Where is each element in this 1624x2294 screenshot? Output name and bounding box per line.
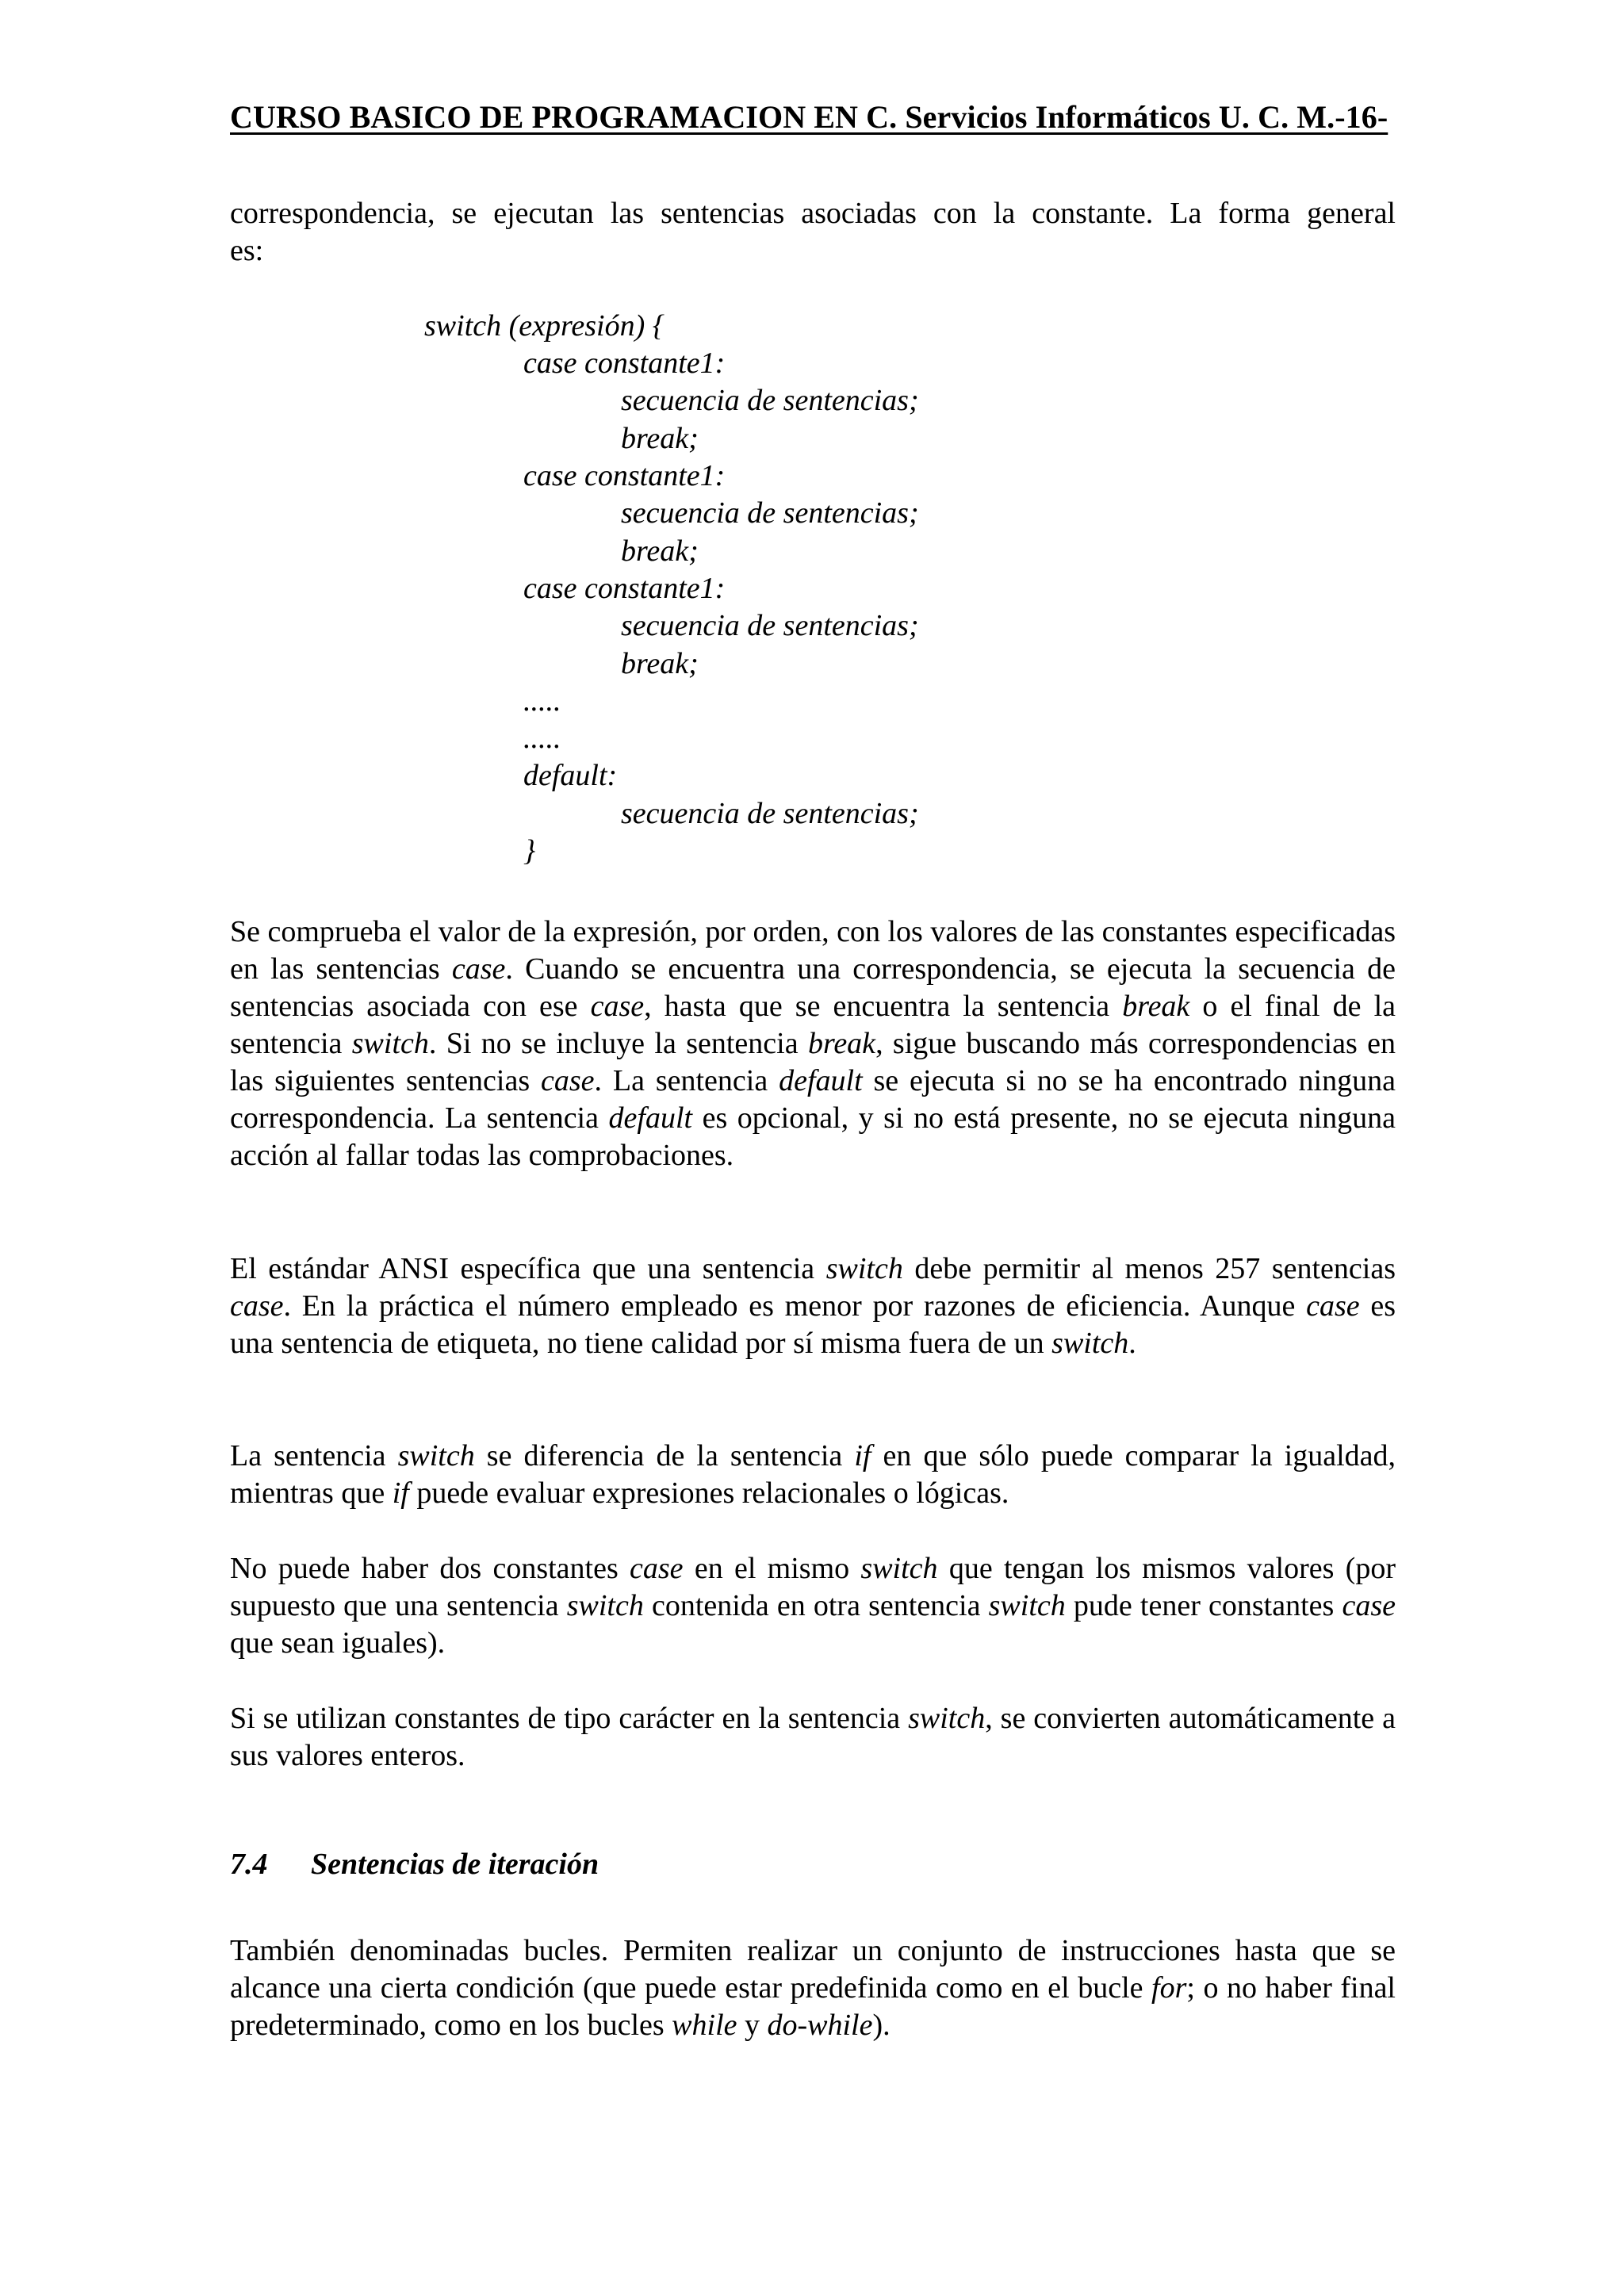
code-sequence-1: secuencia de sentencias;: [621, 384, 919, 417]
text-run: , se convierten automáticamente a sus valores enteros.: [230, 1702, 1396, 1772]
text-run: , hasta que se encuentra la sentencia: [644, 990, 1123, 1023]
code-sequence-default: secuencia de sentencias;: [621, 797, 919, 830]
italic-keyword: switch: [566, 1589, 644, 1622]
section-title: Sentencias de iteración: [311, 1848, 599, 1881]
text-run: debe permitir al menos 257 sentencias: [902, 1252, 1396, 1285]
italic-keyword: switch: [1051, 1327, 1129, 1360]
italic-keyword: case: [630, 1552, 684, 1585]
italic-keyword: case: [540, 1064, 595, 1097]
paragraph-switch-explanation: [230, 913, 1396, 1174]
code-close-brace: }: [523, 834, 536, 867]
text-run: o el final de la sentencia: [230, 990, 1396, 1060]
text-run: ; o no haber final predeterminado, como en los bucles: [230, 1971, 1396, 2042]
italic-keyword: case: [1342, 1589, 1396, 1622]
text-run: El estándar ANSI específica que una sentencia: [230, 1252, 826, 1285]
code-ellipsis-1: .....: [523, 684, 561, 718]
page-header: CURSO BASICO DE PROGRAMACION EN C. Servicios Informáticos U. C. M.-16-: [230, 99, 1388, 135]
paragraph-ansi-standard: [230, 1250, 1396, 1362]
italic-keyword: switch: [908, 1702, 986, 1735]
code-break-3: break;: [621, 647, 699, 680]
text-run: .: [1128, 1327, 1136, 1360]
code-ellipsis-2: .....: [523, 722, 561, 755]
text-run: que tengan los mismos valores (por supuesto que una sentencia: [230, 1552, 1396, 1622]
paragraph-iteration-intro: [230, 1932, 1396, 2044]
italic-keyword: switch: [825, 1252, 903, 1285]
intro-line-1: correspondencia, se ejecutan las sentencias asociadas con la constante. La forma general: [230, 197, 1396, 230]
code-sequence-2: secuencia de sentencias;: [621, 496, 919, 530]
italic-keyword: switch: [860, 1552, 938, 1585]
text-run: puede evaluar expresiones relacionales o lógicas.: [408, 1476, 1009, 1510]
code-default: default:: [523, 759, 618, 792]
text-run: No puede haber dos constantes: [230, 1552, 630, 1585]
intro-line-2: es:: [230, 234, 264, 267]
italic-keyword: default: [779, 1064, 863, 1097]
text-run: es opcional, y si no está presente, no se ejecuta ninguna acción al fallar todas las comprobaciones.: [230, 1101, 1396, 1172]
text-run: La sentencia: [230, 1439, 398, 1473]
text-run: . La sentencia: [594, 1064, 779, 1097]
italic-keyword: while: [672, 2009, 737, 2042]
text-run: se ejecuta si no se ha encontrado ninguna correspondencia. La sentencia: [230, 1064, 1396, 1135]
section-number: 7.4: [230, 1848, 268, 1881]
intro-paragraph: [230, 195, 1396, 270]
italic-keyword: do-while: [767, 2009, 873, 2042]
code-case-2: case constante1:: [523, 459, 726, 492]
italic-keyword: for: [1151, 1971, 1187, 2005]
italic-keyword: default: [608, 1101, 693, 1135]
italic-keyword: case: [590, 990, 645, 1023]
italic-keyword: switch: [397, 1439, 475, 1473]
paragraph-character-constants: [230, 1700, 1396, 1775]
text-run: se diferencia de la sentencia: [474, 1439, 855, 1473]
italic-keyword: switch: [988, 1589, 1066, 1622]
italic-keyword: break: [1122, 990, 1190, 1023]
text-run: También denominadas bucles. Permiten realizar un conjunto de instrucciones hasta que se alcance una cierta condición (que puede estar predefinida como en el bucle: [230, 1934, 1396, 2005]
paragraph-duplicate-constants: [230, 1550, 1396, 1662]
code-case-3: case constante1:: [523, 572, 726, 605]
italic-keyword: case: [451, 952, 506, 986]
text-run: es una sentencia de etiqueta, no tiene calidad por sí misma fuera de un: [230, 1289, 1396, 1360]
text-run: contenida en otra sentencia: [643, 1589, 989, 1622]
paragraph-switch-vs-if: [230, 1438, 1396, 1512]
italic-keyword: if: [392, 1476, 409, 1510]
text-run: y: [737, 2009, 768, 2042]
text-run: Si se utilizan constantes de tipo carácter en la sentencia: [230, 1702, 909, 1735]
italic-keyword: case: [230, 1289, 284, 1323]
text-run: . Si no se incluye la sentencia: [428, 1027, 808, 1060]
text-run: que sean iguales).: [230, 1626, 446, 1660]
italic-keyword: switch: [351, 1027, 429, 1060]
italic-keyword: if: [854, 1439, 871, 1473]
code-case-1: case constante1:: [523, 347, 726, 380]
code-switch-line: switch (expresión) {: [424, 309, 665, 343]
text-run: , sigue buscando más correspondencias en las siguientes sentencias: [230, 1027, 1396, 1097]
text-run: en que sólo puede comparar la igualdad, mientras que: [230, 1439, 1396, 1510]
text-run: pude tener constantes: [1065, 1589, 1342, 1622]
code-break-1: break;: [621, 422, 699, 455]
text-run: Se comprueba el valor de la expresión, por orden, con los valores de las constantes especificadas en las sentencias: [230, 915, 1396, 986]
code-sequence-3: secuencia de sentencias;: [621, 609, 919, 642]
text-run: . Cuando se encuentra una correspondencia, se ejecuta la secuencia de sentencias asociada con ese: [230, 952, 1396, 1023]
text-run: en el mismo: [683, 1552, 861, 1585]
code-break-2: break;: [621, 534, 699, 568]
text-run: . En la práctica el número empleado es menor por razones de eficiencia. Aunque: [283, 1289, 1307, 1323]
italic-keyword: break: [807, 1027, 876, 1060]
text-run: ).: [872, 2009, 891, 2042]
italic-keyword: case: [1306, 1289, 1360, 1323]
